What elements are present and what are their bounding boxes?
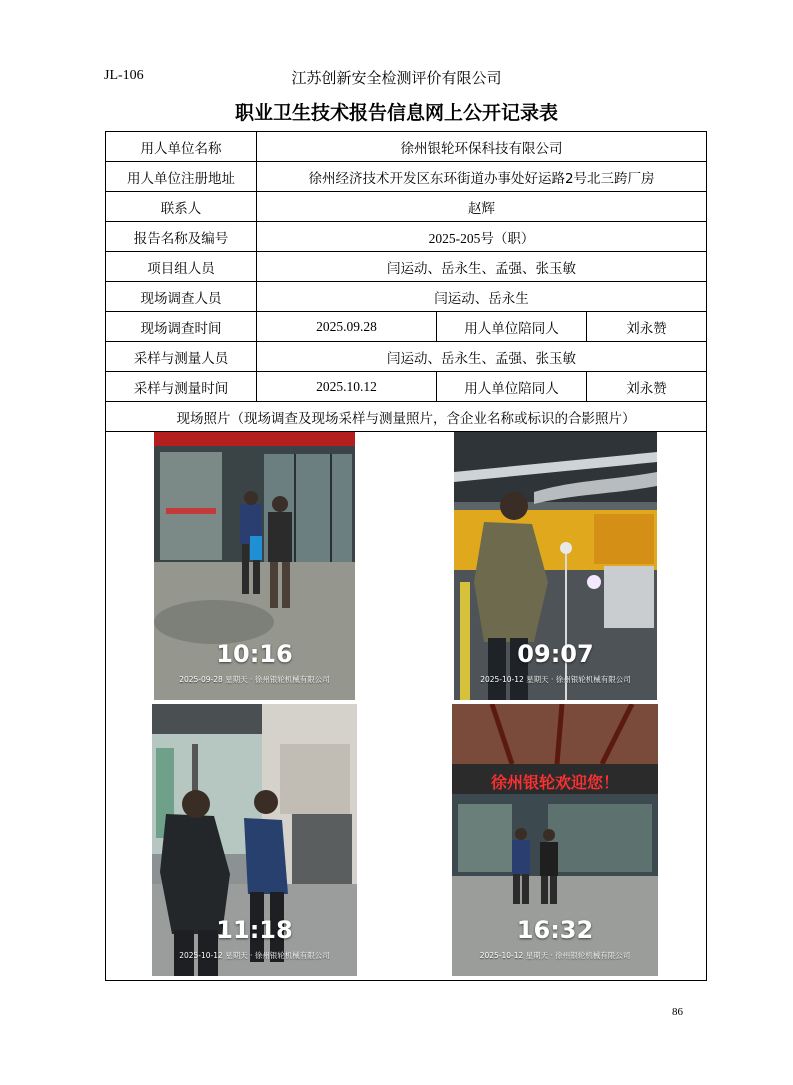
site-photo-sampling: [454, 432, 657, 700]
sampling-time-value: 2025.10.12: [257, 372, 437, 402]
company-name: 江苏创新安全检测评价有限公司: [291, 69, 502, 87]
site-photo-survey: [154, 432, 355, 700]
company-welcome-banner: 徐州银轮欢迎您！: [490, 773, 619, 792]
survey-escort-value: 刘永赞: [587, 312, 707, 342]
photo-watermark: 2025-09-28 星期天 · 徐州银轮机械有限公司: [179, 675, 330, 684]
contact-label: 联系人: [106, 192, 257, 222]
report-value: 2025-205号（职）: [257, 222, 707, 252]
site-photo-group: [452, 704, 658, 976]
sampling-staff-value: 闫运动、岳永生、孟强、张玉敏: [257, 342, 707, 372]
employer-name-label: 用人单位名称: [106, 132, 257, 162]
document-title: 职业卫生技术报告信息网上公开记录表: [234, 102, 558, 124]
survey-staff-value: 闫运动、岳永生: [257, 282, 707, 312]
address-value: 徐州经济技术开发区东环街道办事处好运路2号北三跨厂房: [257, 162, 707, 192]
sampling-staff-label: 采样与测量人员: [106, 342, 257, 372]
sampling-escort-label: 用人单位陪同人: [437, 372, 587, 402]
sampling-time-label: 采样与测量时间: [106, 372, 257, 402]
row-survey-staff: [106, 282, 707, 312]
photos-label: 现场照片（现场调查及现场采样与测量照片，含企业名称或标识的合影照片）: [106, 402, 707, 432]
row-team: [106, 252, 707, 282]
photo-watermark: 2025-10-12 星期天 · 徐州银轮机械有限公司: [179, 951, 330, 960]
row-report: [106, 222, 707, 252]
row-contact: [106, 192, 707, 222]
survey-escort-label: 用人单位陪同人: [437, 312, 587, 342]
sampling-escort-value: 刘永赞: [587, 372, 707, 402]
row-employer-name: [106, 132, 707, 162]
row-photos: [106, 432, 707, 981]
row-survey-time: [106, 312, 707, 342]
contact-value: 赵辉: [257, 192, 707, 222]
row-sampling-time: [106, 372, 707, 402]
photo-watermark: 2025-10-12 星期天 · 徐州银轮机械有限公司: [479, 951, 631, 960]
photo-timestamp: 09:07: [517, 640, 594, 668]
photos-cell: [106, 432, 707, 981]
team-value: 闫运动、岳永生、孟强、张玉敏: [257, 252, 707, 282]
row-photos-label: [106, 402, 707, 432]
record-table: [105, 131, 707, 981]
photo-timestamp: 16:32: [516, 916, 594, 944]
survey-time-label: 现场调查时间: [106, 312, 257, 342]
survey-staff-label: 现场调查人员: [106, 282, 257, 312]
team-label: 项目组人员: [106, 252, 257, 282]
photo-timestamp: 10:16: [216, 640, 293, 668]
address-label: 用人单位注册地址: [106, 162, 257, 192]
page-number: 86: [672, 1006, 683, 1018]
row-sampling-staff: [106, 342, 707, 372]
employer-name-value: 徐州银轮环保科技有限公司: [257, 132, 707, 162]
survey-time-value: 2025.09.28: [257, 312, 437, 342]
site-photo-equipment: [152, 704, 357, 976]
photo-timestamp: 11:18: [216, 916, 293, 944]
row-address: [106, 162, 707, 192]
photo-watermark: 2025-10-12 星期天 · 徐州银轮机械有限公司: [480, 675, 631, 684]
form-code: JL-106: [104, 68, 144, 83]
report-label: 报告名称及编号: [106, 222, 257, 252]
